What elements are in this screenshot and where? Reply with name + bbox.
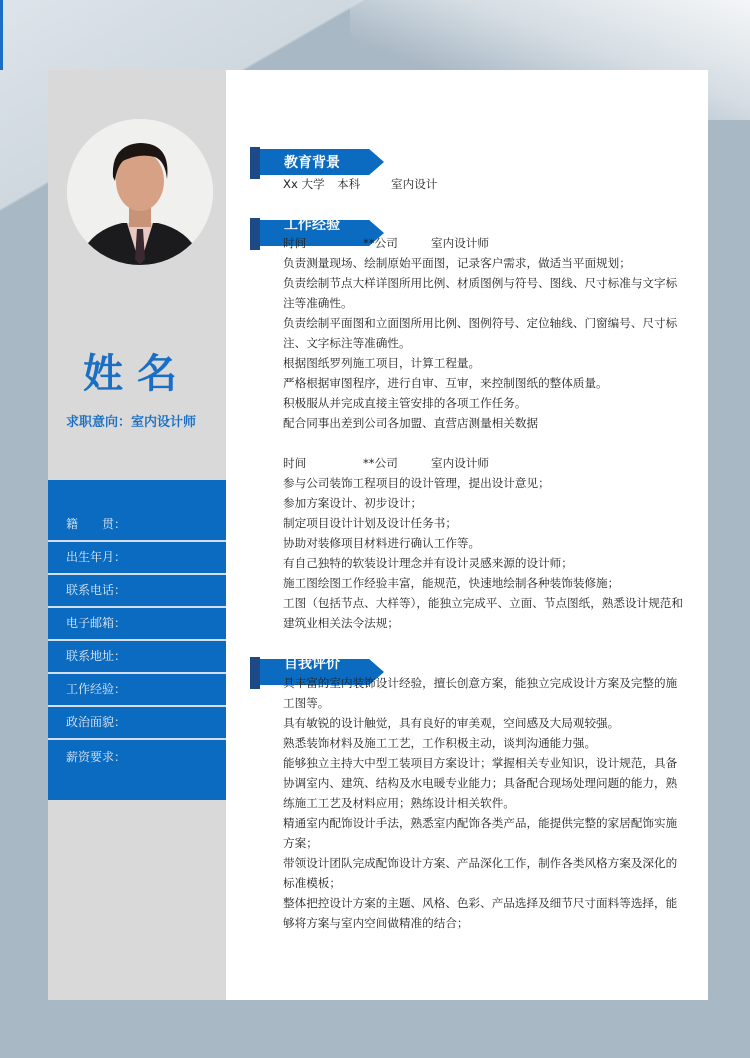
self-eval-item: 带领设计团队完成配饰设计方案、产品深化工作，制作各类风格方案及深化的标准模板；	[283, 856, 678, 890]
job-duty: 配合同事出差到公司各加盟、直营店测量相关数据	[283, 416, 539, 430]
job-position: 室内设计师	[431, 456, 489, 470]
job-duty: 工图（包括节点、大样等），能独立完成平、立面、节点图纸，熟悉设计规范和建筑业相关法令法规；	[283, 596, 683, 630]
self-eval-item: 熟悉装饰材料及施工工艺，工作积极主动，谈判沟通能力强。	[283, 736, 597, 750]
job-duty: 参加方案设计、初步设计；	[283, 496, 423, 510]
job-position: 室内设计师	[431, 236, 489, 250]
section-title: 工作经验	[284, 217, 340, 233]
resume-page	[48, 70, 708, 1000]
major: 室内设计	[391, 177, 438, 191]
work-job-2	[283, 453, 683, 633]
personal-info-panel	[48, 480, 226, 800]
info-birth: 出生年月：	[48, 543, 226, 575]
info-hometown: 籍 贯：	[48, 510, 226, 542]
job-company: **公司	[363, 456, 398, 470]
job-company: **公司	[363, 236, 398, 250]
job-duty: 根据图纸罗列施工项目，计算工程量。	[283, 356, 481, 370]
info-experience: 工作经验：	[48, 675, 226, 707]
self-eval-item: 具有敏锐的设计触觉，具有良好的审美观，空间感及大局观较强。	[283, 716, 620, 730]
job-time: 时间	[283, 236, 307, 250]
self-eval-item: 整体把控设计方案的主题、风格、色彩、产品选择及细节尺寸面料等选择，能够将方案与室内空间做精准的结合；	[283, 896, 678, 930]
job-duty: 负责绘制节点大样详图所用比例、材质图例与符号、图线、尺寸标准与文字标注等准确性。	[283, 276, 678, 310]
self-eval-item: 能够独立主持大中型工装项目方案设计；掌握相关专业知识，设计规范，具备协调室内、建筑、结构及水电暖专业能力；具备配合现场处理问题的能力，熟练施工工艺及材料应用；熟练设计相关软件。	[283, 756, 678, 810]
info-phone: 联系电话：	[48, 576, 226, 608]
info-email: 电子邮箱：	[48, 609, 226, 641]
job-time: 时间	[283, 456, 307, 470]
school: Xx 大学	[283, 177, 325, 191]
job-duty: 负责测量现场、绘制原始平面图，记录客户需求，做适当平面规划；	[283, 256, 631, 270]
self-evaluation	[283, 673, 683, 933]
self-eval-item: 精通室内配饰设计手法，熟悉室内配饰各类产品，能提供完整的家居配饰实施方案；	[283, 816, 678, 850]
section-title: 教育背景	[284, 155, 340, 171]
job-duty: 施工图绘图工作经验丰富，能规范，快速地绘制各种装饰装修施；	[283, 576, 620, 590]
self-eval-item: 具丰富的室内装饰设计经验，擅长创意方案，能独立完成设计方案及完整的施工图等。	[283, 676, 678, 710]
edge-accent	[0, 0, 3, 70]
info-address: 联系地址：	[48, 642, 226, 674]
sidebar	[48, 70, 226, 1000]
work-job-1	[283, 233, 683, 433]
candidate-name: 姓名	[83, 351, 191, 397]
education-entry	[283, 174, 683, 194]
job-duty: 制定项目设计计划及设计任务书；	[283, 516, 457, 530]
info-salary: 薪资要求：	[66, 750, 127, 764]
section-title: 自我评价	[284, 656, 340, 672]
job-duty: 严格根据审图程序，进行自审、互审，来控制图纸的整体质量。	[283, 376, 608, 390]
job-duty: 有自己独特的软装设计理念并有设计灵感来源的设计师；	[283, 556, 573, 570]
job-duty: 参与公司装饰工程项目的设计管理，提出设计意见；	[283, 476, 550, 490]
job-duty: 协助对装修项目材料进行确认工作等。	[283, 536, 481, 550]
job-intent: 求职意向：室内设计师	[66, 415, 197, 430]
info-politics: 政治面貌：	[48, 708, 226, 740]
job-duty: 积极服从并完成直接主管安排的各项工作任务。	[283, 396, 527, 410]
degree: 本科	[337, 177, 361, 191]
job-duty: 负责绘制平面图和立面图所用比例、图例符号、定位轴线、门窗编号、尺寸标注、文字标注等准确性。	[283, 316, 678, 350]
avatar	[67, 119, 213, 265]
